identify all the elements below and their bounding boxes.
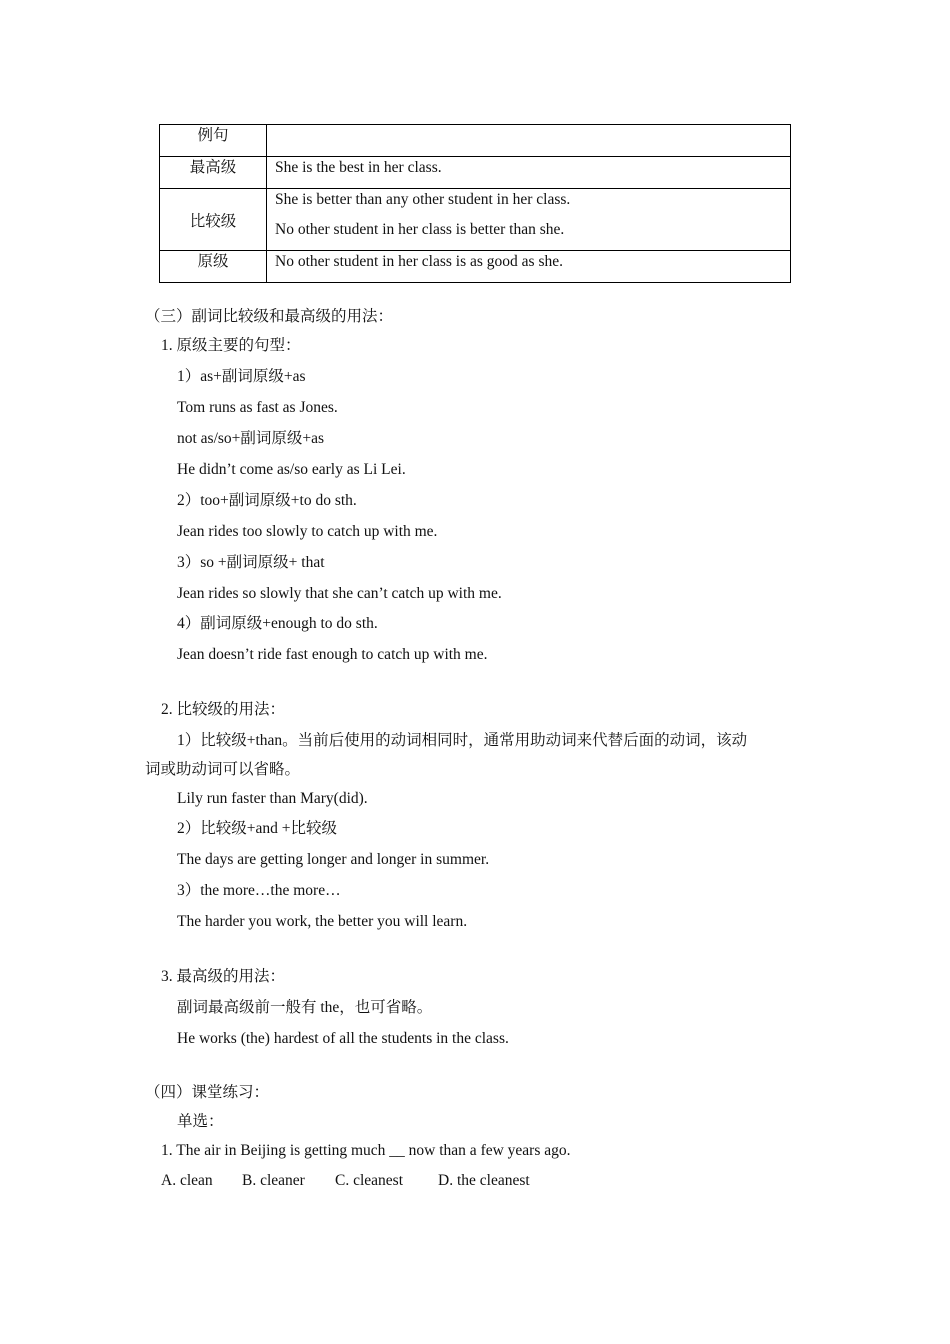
answer-option: A. clean xyxy=(161,1172,213,1189)
table-label: 例句 xyxy=(197,127,229,144)
table-label-cell xyxy=(160,157,267,189)
table-cell-text: No other student in her class is as good as she. xyxy=(275,253,563,270)
text-line: Tom runs as fast as Jones. xyxy=(177,399,338,416)
table-row xyxy=(160,125,791,157)
subsection-title: 2. 比较级的用法： xyxy=(161,701,286,718)
table-cell-text: She is better than any other student in her class. xyxy=(275,191,571,208)
text-line: The harder you work, the better you will learn. xyxy=(177,913,468,930)
text-line: 2）too+副词原级+to do sth. xyxy=(177,492,357,509)
text-line: 词或助动词可以省略。 xyxy=(145,761,301,778)
question-text: 1. The air in Beijing is getting much __ now than a few years ago. xyxy=(161,1142,571,1159)
table-label-cell xyxy=(160,125,267,157)
section-heading: （四）课堂练习： xyxy=(145,1084,270,1101)
table-content-cell xyxy=(267,251,791,283)
table-cell-text: She is the best in her class. xyxy=(275,159,442,176)
table-label: 最高级 xyxy=(189,159,237,176)
text-line: 副词最高级前一般有 the，也可省略。 xyxy=(177,999,433,1016)
example-table xyxy=(159,124,791,283)
text-line: 3）the more…the more… xyxy=(177,882,341,899)
text-line: Lily run faster than Mary(did). xyxy=(177,790,368,807)
text-line: 2）比较级+and +比较级 xyxy=(177,820,337,837)
text-line: not as/so+副词原级+as xyxy=(177,430,325,447)
answer-option: D. the cleanest xyxy=(438,1172,530,1189)
section-heading: （三）副词比较级和最高级的用法： xyxy=(145,308,394,325)
table-cell-text: No other student in her class is better than she. xyxy=(275,221,565,238)
table-label-cell xyxy=(160,251,267,283)
text-line: 4）副词原级+enough to do sth. xyxy=(177,615,378,632)
table-label: 原级 xyxy=(197,253,229,270)
text-line: Jean doesn’t ride fast enough to catch up with me. xyxy=(177,646,488,663)
subsection-title: 1. 原级主要的句型： xyxy=(161,337,301,354)
subsection-title: 3. 最高级的用法： xyxy=(161,968,286,985)
text-line: 1）比较级+than。当前后使用的动词相同时，通常用助动词来代替后面的动词，该动 xyxy=(177,732,748,749)
text-line: Jean rides so slowly that she can’t catch up with me. xyxy=(177,585,502,602)
table-content-cell xyxy=(267,157,791,189)
answer-option: C. cleanest xyxy=(335,1172,404,1189)
table-row xyxy=(160,157,791,189)
text-line: He works (the) hardest of all the students in the class. xyxy=(177,1030,509,1047)
table-label-cell xyxy=(160,189,267,251)
table-content-cell xyxy=(267,125,791,157)
answer-option: B. cleaner xyxy=(242,1172,305,1189)
text-line: 3）so +副词原级+ that xyxy=(177,554,325,571)
subsection-title: 单选： xyxy=(177,1113,224,1130)
text-line: The days are getting longer and longer in summer. xyxy=(177,851,490,868)
text-line: 1）as+副词原级+as xyxy=(177,368,306,385)
text-line: He didn’t come as/so early as Li Lei. xyxy=(177,461,406,478)
text-line: Jean rides too slowly to catch up with me. xyxy=(177,523,438,540)
table-row xyxy=(160,189,791,251)
table-cell-text xyxy=(275,125,782,126)
table-content-cell xyxy=(267,189,791,251)
table-row xyxy=(160,251,791,283)
table-label: 比较级 xyxy=(189,212,237,230)
